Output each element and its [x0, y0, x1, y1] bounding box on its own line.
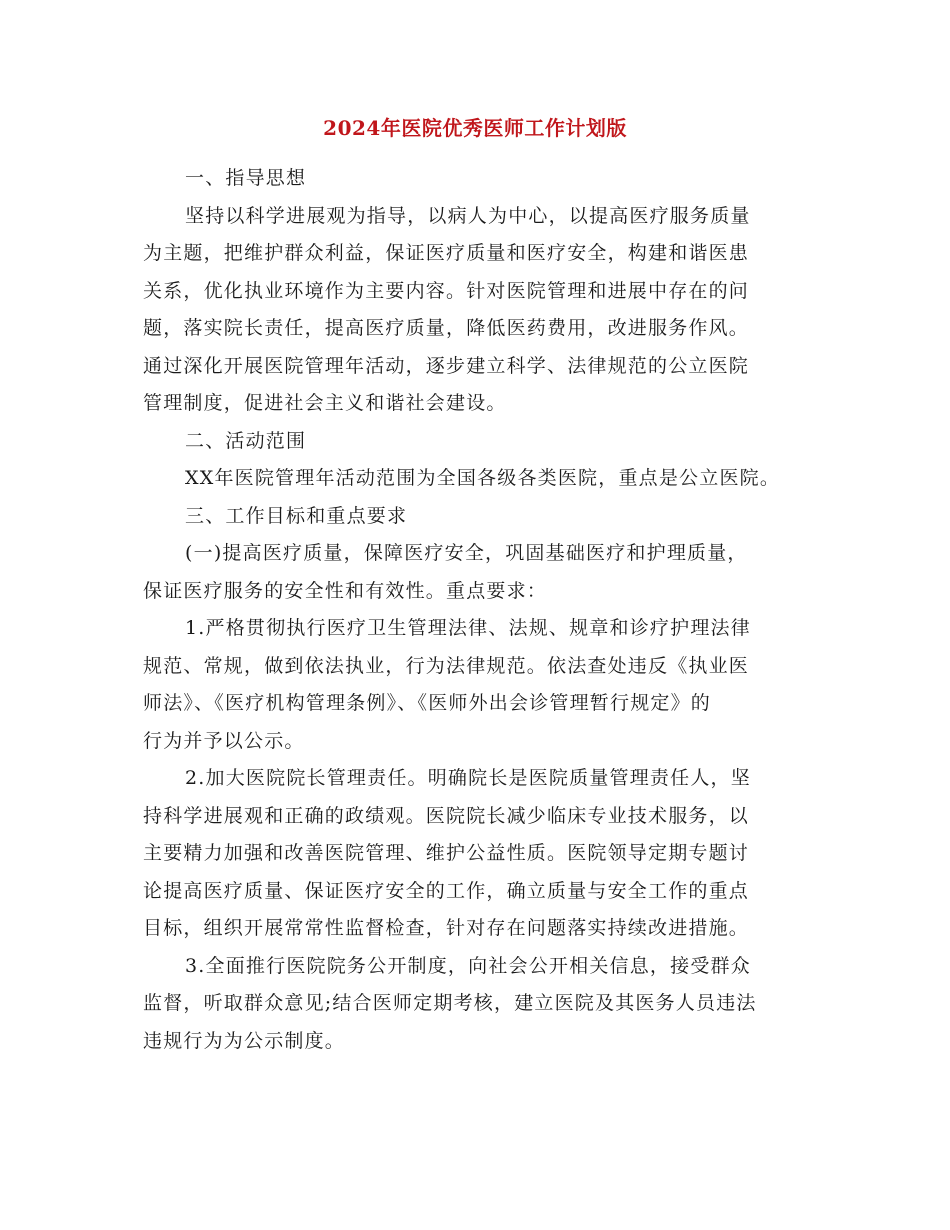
text-line: 论提高医疗质量、保证医疗安全的工作，确立质量与安全工作的重点: [143, 879, 750, 902]
text-line: 一、指导思想: [185, 167, 307, 189]
text-line: 为主题，把维护群众利益，保证医疗质量和医疗安全，构建和谐医患: [143, 242, 750, 264]
text-line: 坚持以科学进展观为指导，以病人为中心，以提高医疗服务质量: [185, 204, 751, 227]
text-line: 规范、常规，做到依法执业，行为法律规范。依法查处违反《执业医: [143, 654, 750, 677]
text-line: 监督，听取群众意见;结合医师定期考核，建立医院及其医务人员违法: [143, 992, 757, 1014]
text-line: 主要精力加强和改善医院管理、维护公益性质。医院领导定期专题讨: [143, 842, 750, 864]
text-line: 师法》、《医疗机构管理条例》、《医师外出会诊管理暂行规定》的: [143, 692, 712, 714]
text-line: 1.严格贯彻执行医疗卫生管理法律、法规、规章和诊疗护理法律: [185, 617, 751, 639]
text-line: 行为并予以公示。: [143, 729, 305, 752]
text-line: 二、活动范围: [185, 429, 307, 452]
text-line: 目标，组织开展常常性监督检查，针对存在问题落实持续改进措施。: [143, 917, 750, 939]
text-line: 三、工作目标和重点要求: [185, 504, 408, 527]
text-line: 题，落实院长责任，提高医疗质量，降低医药费用，改进服务作风。: [143, 317, 750, 339]
text-line: 关系，优化执业环境作为主要内容。针对医院管理和进展中存在的问: [143, 279, 750, 302]
text-line: 管理制度，促进社会主义和谐社会建设。: [143, 392, 507, 414]
document-title: 2024年医院优秀医师工作计划版: [323, 116, 627, 140]
text-line: 2.加大医院院长管理责任。明确院长是医院质量管理责任人，坚: [185, 767, 751, 789]
text-line: 3.全面推行医院院务公开制度，向社会公开相关信息，接受群众: [185, 954, 751, 977]
text-line: 持科学进展观和正确的政绩观。医院院长减少临床专业技术服务，以: [143, 804, 750, 827]
text-line: 通过深化开展医院管理年活动，逐步建立科学、法律规范的公立医院: [143, 354, 750, 377]
text-line: XX年医院管理年活动范围为全国各级各类医院，重点是公立医院。: [185, 467, 781, 489]
text-line: 保证医疗服务的安全性和有效性。重点要求：: [143, 579, 548, 602]
text-line: 违规行为为公示制度。: [143, 1029, 346, 1052]
document-body: [143, 160, 823, 1060]
text-line: (一)提高医疗质量，保障医疗安全，巩固基础医疗和护理质量，: [185, 542, 748, 564]
